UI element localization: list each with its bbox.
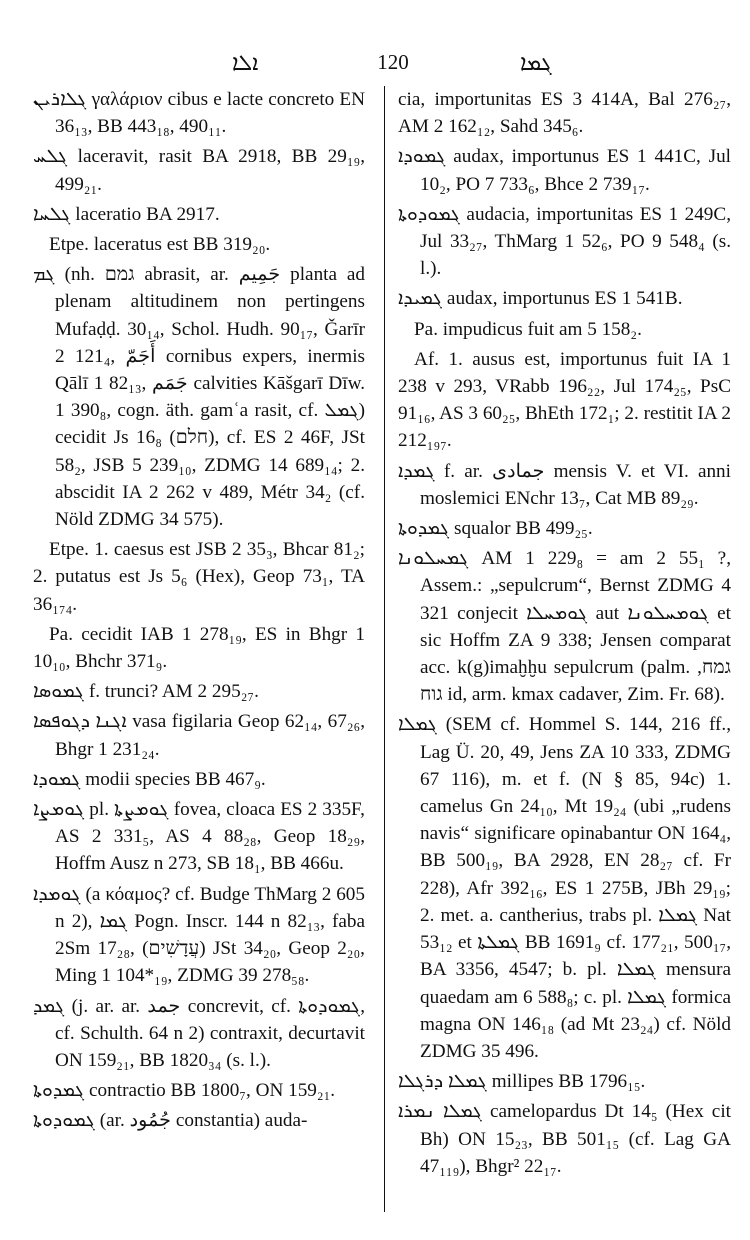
dictionary-entry: ܓܡܠܐ ܢܡܪܐ camelopardus Dt 14₅ (Hex cit Bh) ON 15₂₃, BB 501₁₅ (cf. Lag GA 47₁₁₉), Bhgr² 22₁₇.: [398, 1101, 731, 1177]
dictionary-entry: ܓܡܘܕܘܬܐ (ar. جُمُود constantia) auda-: [33, 1110, 308, 1132]
dictionary-entry: ܓܠܚ laceravit, rasit BA 2918, BB 29₁₉, 499₂₁.: [33, 146, 365, 195]
dictionary-entry: ܓܡܚܠܘܢܐ AM 1 229₈ = am 2 55₁ ?, Assem.: „sepulcrum“, Bernst ZDMG 4 321 conjecit ܓܘܡܚܠܐ aut ܓܘܡܚܠܘܢܐ et sic Hoffm ZA 9 338; Jensen comparat acc. k(g)imaḫḫu sepulcrum (palm. גמח, גוח id, arm. kmax cadaver, Zim. Fr. 68).: [398, 548, 731, 706]
right-column: [398, 86, 731, 1183]
dictionary-entry: ܓܡܘܕܐ modii species BB 467₉.: [33, 768, 266, 790]
header-right-word: ܓܡܐ: [520, 50, 552, 75]
dictionary-entry: Af. 1. ausus est, importunus fuit IA 1 238 v 293, VRabb 196₂₂, Jul 174₂₅, PsC 91₁₆, AS 3 60₂₅, BhEth 172₁; 2. restitit IA 2 212₁₉₇.: [398, 348, 731, 452]
dictionary-entry: ܓܡܘܣܐ f. trunci? AM 2 295₂₇.: [33, 681, 259, 703]
column-divider: [384, 86, 385, 1212]
dictionary-entry: ܓܡܠܐ (SEM cf. Hommel S. 144, 216 ff., Lag Ü. 20, 49, Jens ZA 10 333, ZDMG 67 116), m. et f. (N § 85, 94c) 1. camelus Gn 24₁₀, Mt 19₂₄ (ubi „rudens navis“ significare opinabantur ON 164₄, BB 500₁₉, BA 2928, EN 28₂₇ cf. Fr 228), Afr 392₁₆, ES 1 275B, JBh 29₁₉; 2. met. a. cantherius, trabs pl. ܓܡܠܐ Nat 53₁₂ et ܓܡܠܬܐ BB 1691₉ cf. 177₂₁, 500₁₇, BA 3356, 4547; b. pl. ܓܡܠܐ mensura quaedam am 6 588₈; c. pl. ܓܡܠܐ formica magna ON 146₁₈ (ad Mt 23₂₄) cf. Nöld ZDMG 35 496.: [398, 714, 731, 1062]
header-left-word: ܐܠܐ: [232, 50, 259, 75]
dictionary-entry: Pa. impudicus fuit am 5 158₂.: [414, 318, 642, 340]
dictionary-entry: ܓܡ (nh. גמם abrasit, ar. جَمِيم planta ad plenam altitudinem non pertingens Mufaḍḍ. 30₁₄, Schol. Hudh. 90₁₇, Ǧarīr 2 121₄, أَجَمّ cornibus expers, inermis Qālī 1 82₁₃, جَمَم calvities Kāšgarī Dīw. 1 390₈, cogn. äth. gamʿa rasit, cf. ܓܡܠ) cecidit Js 16₈ (חלם), cf. ES 2 46F, JSt 58₂, JSB 5 239₁₀, ZDMG 14 689₁₄; 2. abscidit IA 2 262 v 489, Métr 34₂ (cf. Nöld ZDMG 34 575).: [33, 264, 365, 531]
dictionary-entry: ܓܡܘܕܐ audax, importunus ES 1 441C, Jul 10₂, PO 7 733₆, Bhce 2 739₁₇.: [398, 146, 731, 195]
dictionary-entry: cia, importunitas ES 3 414A, Bal 276₂₇, AM 2 162₁₂, Sahd 345₆.: [398, 89, 731, 138]
dictionary-entry: ܓܡܕܘܬܐ contractio BB 1800₇, ON 159₂₁.: [33, 1080, 336, 1102]
dictionary-entry: ܓܠܐܪܝܢ γαλάριον cibus e lacte concreto EN 36₁₃, BB 443₁₈, 490₁₁.: [33, 89, 365, 138]
dictionary-entry: ܐܓܢܐ ܕܓܘܦܣܐ vasa figilaria Geop 62₁₄, 67₂₆, Bhgr 1 231₂₄.: [33, 711, 365, 760]
dictionary-entry: ܓܡܘܕܘܬܐ audacia, importunitas ES 1 249C, Jul 33₂₇, ThMarg 1 52₆, PO 9 548₄ (s. l.).: [398, 203, 731, 280]
dictionary-entry: ܓܡܕ (j. ar. ar. جمد concrevit, cf. ܓܡܘܕܘܬܐ, cf. Schulth. 64 n 2) contraxit, decurtavit ON 159₂₁, BB 1820₃₄ (s. l.).: [33, 995, 365, 1071]
dictionary-entry: ܓܠܚܐ laceratio BA 2917.: [33, 203, 220, 225]
dictionary-entry: ܓܡܕܘܬܐ squalor BB 499₂₅.: [398, 518, 593, 540]
left-column: [33, 86, 365, 1138]
dictionary-entry: ܓܘܡܕܐ (a κόαμος? cf. Budge ThMarg 2 605 n 2), ܓܡܐ Pogn. Inscr. 144 n 82₁₃, faba 2Sm 17₂₈, (עֲדָשִׁים) JSt 34₂₀, Geop 2₂₀, Ming 1 104*₁₉, ZDMG 39 278₅₈.: [33, 883, 365, 987]
dictionary-entry: ܓܘܡܨܐ pl. ܓܘܡܨܬܐ fovea, cloaca ES 2 335F, AS 2 331₅, AS 4 88₂₈, Geop 18₂₉, Hoffm Ausz n 273, SB 18₁, BB 466u.: [33, 799, 365, 875]
dictionary-entry: ܓܡܕܐ f. ar. جمادى mensis V. et VI. anni moslemici ENchr 13₇, Cat MB 89₂₉.: [398, 460, 731, 509]
dictionary-entry: Etpe. 1. caesus est JSB 2 35₃, Bhcar 81₂; 2. putatus est Js 5₆ (Hex), Geop 73₁, TA 36₁₇₄.: [33, 539, 365, 615]
page-number: 120: [377, 50, 409, 74]
dictionary-entry: Etpe. laceratus est BB 319₂₀.: [49, 234, 271, 256]
dictionary-entry: ܓܡܝܕܐ audax, importunus ES 1 541B.: [398, 288, 683, 310]
dictionary-entry: ܓܡܠܐ ܕܪܓܠܐ millipes BB 1796₁₅.: [398, 1071, 646, 1093]
dictionary-entry: Pa. cecidit IAB 1 278₁₉, ES in Bhgr 1 10₁₀, Bhchr 371₉.: [33, 623, 365, 673]
